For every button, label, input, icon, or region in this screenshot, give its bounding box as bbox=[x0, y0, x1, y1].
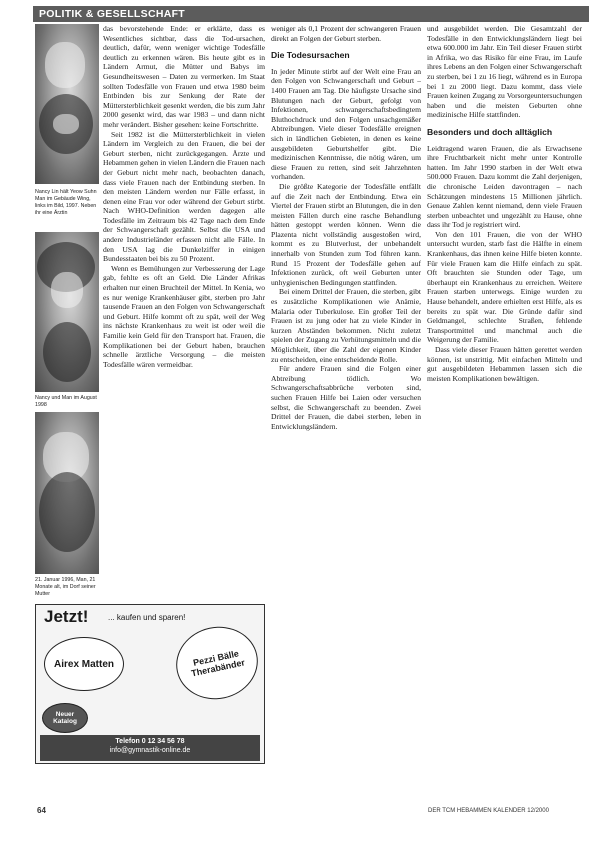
section-heading-alltaeglich: Besonders und doch alltäglich bbox=[427, 126, 553, 137]
ad-contact-banner bbox=[40, 735, 260, 761]
col2-paragraph: weniger als 0,1 Prozent der schwangeren Frauen direkt an Folgen der Geburt sterben. bbox=[271, 24, 421, 43]
ad-email: info@gymnastik-online.de bbox=[109, 747, 191, 754]
col3-paragraph: Dass viele dieser Frauen hätten gerettet werden können, ist unstrittig. Mit einfachen Mitteln und gut ausgebildeten Hebammen lassen sich die meisten Komplikationen bewältigen. bbox=[427, 345, 582, 383]
photo-mother-child-1 bbox=[35, 24, 99, 184]
section-header bbox=[33, 6, 589, 22]
col3-paragraph: und ausgebildet werden. Die Gesamtzahl der Todesfälle in den Entwicklungsländern liegt bei etwa 600.000 im Jahr. Ein Teil dieser Frauen stirbt in Afrika, wo das Risiko für eine Frau, im Laufe ihres Lebens an den Folgen einer Schwangerschaft zu sterben, bei 1 zu 16 liegt, während es in Europa bei 1 zu 2000 liegt. Dazu kommt, dass viele Frauen keinen Zugang zu Vorsorgeuntersuchungen haben und die meisten Geburten ohne medizinische Hilfe stattfinden. bbox=[427, 24, 582, 120]
ad-headline: Jetzt! bbox=[44, 607, 89, 626]
col2-paragraph: In jeder Minute stirbt auf der Welt eine Frau an den Folgen von Schwangerschaft und Geburt – 1400 Frauen am Tag. Die häufigste Ursache sind Blutungen nach der Geburt, gefolgt von Infektionen, schwangerschaftsbedingtem Bluthochdruck und den Folgen unsachgemäßer Abtreibungen. Viele dieser Todesfälle ereignen sich in ländlichen Gebieten, in denen es keine ausgebildeten Geburtshelfer gibt. Die medizinischen Kenntnisse, die nötig wären, um diese Frauen zu retten, sind seit Jahrzehnten vorhanden. bbox=[271, 66, 421, 182]
col3-paragraph: Leidtragend waren Frauen, die als Erwachsene ihre Fruchtbarkeit nicht mehr unter Kontrolle hatten. Im Jahr 1990 starben in der Welt etwa 500.000 Frauen. Dazu kommt die Zahl derjenigen, die chronische Leiden davontragen – nach Schätzungen mindestens 15 Millionen jährlich. Genaue Zahlen kennt niemand, denn viele Frauen sterben unbeachtet und ungezählt zu Hause, ohne dass ihr Tod je registriert wird. bbox=[427, 143, 582, 230]
advertisement-box bbox=[35, 604, 265, 764]
section-heading-todesursachen: Die Todesursachen bbox=[271, 50, 350, 61]
col3-paragraph: Von den 101 Frauen, die von der WHO untersucht wurden, starb fast die Hälfte in einem Krankenhaus, das ihnen keine Hilfe bieten konnte. Für viele Frauen kam die Hilfe einfach zu spät. Oft brauchten sie Stunden oder Tage, um überhaupt ein Krankenhaus zu erreichen. Weitere Frauen starben unterwegs. Einige wurden zu Hause behandelt, andere erhielten erst Hilfe, als es bereits zu spät war. Die Gründe dafür sind Geldmangel, schlechte Straßen, fehlende Transportmittel und manchmal auch die Weigerung der Familie. bbox=[427, 229, 582, 345]
col1-paragraph: Wenn es Bemühungen zur Verbesserung der Lage gab, fehlte es oft an Geld. Die Länder Afrikas erhalten nur einen Bruchteil der Mittel. In Kenia, wo es nur wenige Krankenhäuser gibt, sterben pro Jahr tausende Frauen an den Folgen von Schwangerschaft und Geburt. Hilfe kommt oft zu spät, weil der Weg ins nächste Krankenhaus zu weit ist oder weil die Familie kein Geld für den Transport hat. Frauen, die Komplikationen bei der Geburt haben, brauchen schnelle ärztliche Versorgung – die meisten Todesfälle wären vermeidbar. bbox=[103, 263, 265, 369]
col2-paragraph: Die größte Kategorie der Todesfälle entfällt auf die Zeit nach der Entbindung. Etwa ein Viertel der Frauen stirbt an Blutungen, die in den meisten Fällen durch eine rasche Behandlung hätten gestoppt werden können. Wenn die Plazenta nicht vollständig ausgestoßen wird, kommt es zu Blutverlust, der unbehandelt innerhalb von Stunden zum Tod führen kann. Rund 15 Prozent der Todesfälle gehen auf Infektionen zurück, oft weil Geburten unter unhygienischen Bedingungen stattfinden. bbox=[271, 181, 421, 287]
article-column-1 bbox=[103, 24, 265, 602]
col2-paragraph: Bei einem Drittel der Frauen, die sterben, gibt es zusätzliche Komplikationen wie Anämie, Malaria oder Tuberkulose. Ein großer Teil der Frauen ist zu jung oder hat zu viele Kinder in kurzen Abständen bekommen. Nicht zuletzt spielen der Zugang zu Verhütungsmitteln und die Möglichkeit, über die Zahl der eigenen Kinder zu entscheiden, eine entscheidende Rolle. bbox=[271, 287, 421, 364]
article-column-2 bbox=[271, 24, 421, 802]
magazine-footer-title: DER TCM HEBAMMEN KALENDER 12/2000 bbox=[428, 808, 549, 814]
photo-mother-child-2 bbox=[35, 232, 99, 392]
photo-caption-2: Nancy und Man im August 1998 bbox=[35, 395, 97, 408]
photo-caption-1: Nancy Lin hält Yeow Suhn Man im Gebäude Wing, links im Bild, 1997. Neben ihr eine Ärztin bbox=[35, 189, 97, 216]
ad-airex-bubble: Airex Matten bbox=[44, 637, 124, 691]
section-title: POLITIK & GESELLSCHAFT bbox=[39, 8, 186, 20]
col1-paragraph: Seit 1982 ist die Müttersterblichkeit in vielen Ländern im Vergleich zu den Frauen, die bei der Geburt sterben, nicht zurückgegangen. Ärzte und Hebammen gehen in vielen Ländern die Frauen nach der Geburt nicht mehr nach, beobachten danach, dass viele Frauen nach der Entbindung sterben. In den meisten Ländern werden nur Fälle erfasst, in denen eine Frau vor oder während der Geburt stirbt. Nach WHO-Definition werden dagegen alle Todesfälle im Zeitraum bis 42 Tage nach dem Ende der Schwangerschaft gezählt. Selbst die USA und andere Industrieländer erfassen nicht alle Fälle. In den USA lag die Dunkelziffer in einigen Bundesstaaten bei bis zu 50 Prozent. bbox=[103, 129, 265, 264]
col2-paragraph: Für andere Frauen sind die Folgen einer Abtreibung tödlich. Wo Schwangerschaftsabbrüche verboten sind, suchen Frauen Hilfe bei Laien oder versuchen selbst, die Schwangerschaft zu beenden. Zwei Drittel der Frauen, die dabei sterben, leben in Entwicklungsländern. bbox=[271, 364, 421, 431]
ad-pezzi-bubble: Pezzi Bälle Therabänder bbox=[169, 619, 264, 706]
photo-caption-3: 21. Januar 1996, Man, 21 Monate alt, im Dorf seiner Mutter bbox=[35, 577, 96, 597]
article-column-3 bbox=[427, 24, 582, 802]
ad-slogan: ... kaufen und sparen! bbox=[108, 613, 186, 622]
col1-paragraph: das bevorstehende Ende: er erklärte, dass es Wesentliches sichtbar, dass die Tod-ursachen, deutlich, dafür, wenn weniger wichtige Todesfälle deutlich zu erkennen wären. Bis heute gibt es in Ländern Armut, die Mütter und Babys im Gesundheitswesen – Daten zu vermerken. Im Staat sollten Todesfälle von Frauen und etwa 1980 beim Entbinden bis zur Senkung der Rate der Müttersterblichkeit gesenkt werden, die bis zum Jahr 2000 gesenkt wird, das war 1983 – und dann nicht mehr verändert. Bisher gesehen: keine Fortschritte. bbox=[103, 24, 265, 129]
photo-child-village bbox=[35, 412, 99, 574]
ad-new-catalog-badge: Neuer Katalog bbox=[42, 703, 88, 733]
ad-phone: Telefon 0 12 34 56 78 bbox=[115, 738, 185, 745]
page-number: 64 bbox=[37, 806, 46, 815]
